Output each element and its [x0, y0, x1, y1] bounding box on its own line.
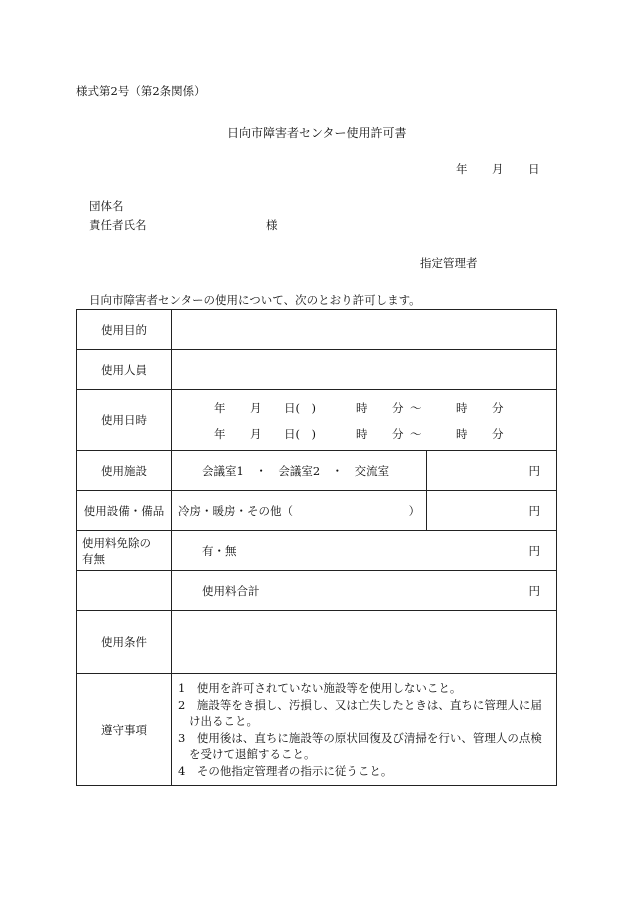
dt2-hour: 時: [356, 427, 368, 441]
rules-list: [172, 674, 557, 786]
dt1-minute2: 分: [492, 401, 504, 415]
equipment-close-paren: ）: [408, 503, 421, 518]
row-purpose: [77, 310, 557, 350]
issuer-label: 指定管理者: [420, 256, 478, 270]
exemption-value: 有・無: [202, 543, 237, 558]
dt1-hour2: 時: [456, 401, 468, 415]
exemption-field[interactable]: [172, 531, 557, 571]
row-datetime: [77, 390, 557, 451]
row-rules: [77, 674, 557, 786]
total-field[interactable]: [172, 571, 557, 611]
date-year: 年: [456, 162, 468, 176]
purpose-field[interactable]: [172, 310, 557, 350]
row-conditions: [77, 611, 557, 674]
date-day: 日: [528, 162, 540, 176]
row-equipment: [77, 491, 557, 531]
datetime-line-2: [172, 420, 556, 446]
group-name-label: 団体名: [89, 199, 124, 213]
attendees-field[interactable]: [172, 350, 557, 390]
total-fee: 円: [528, 583, 540, 598]
total-label: 使用料合計: [202, 583, 260, 598]
facility-fee[interactable]: 円: [427, 451, 557, 491]
dt2-minute2: 分: [492, 427, 504, 441]
dt2-month: 月: [250, 427, 262, 441]
representative-label: 責任者氏名: [89, 218, 147, 232]
permit-table: [76, 309, 557, 786]
total-label-cell: [77, 571, 172, 611]
equipment-options-text: 冷房・暖房・その他（: [178, 503, 293, 518]
rules-label: 遵守事項: [77, 674, 172, 786]
row-attendees: [77, 350, 557, 390]
conditions-field[interactable]: [172, 611, 557, 674]
rule-item-2-cont: け出ること。: [189, 714, 258, 728]
attendees-label: 使用人員: [77, 350, 172, 390]
dt1-day: 日( ): [284, 401, 316, 415]
dt2-hour2: 時: [456, 427, 468, 441]
dt2-day: 日( ): [284, 427, 316, 441]
facility-label: 使用施設: [77, 451, 172, 491]
datetime-field[interactable]: [172, 390, 557, 451]
equipment-options[interactable]: [172, 491, 427, 531]
purpose-label: 使用目的: [77, 310, 172, 350]
dt1-tilde: ～: [410, 401, 422, 415]
row-exemption: [77, 531, 557, 571]
honorific: 様: [266, 218, 278, 232]
dt2-tilde: ～: [410, 427, 422, 441]
intro-text: 日向市障害者センターの使用について、次のとおり許可します。: [89, 293, 421, 307]
facility-options[interactable]: 会議室1 ・ 会議室2 ・ 交流室: [172, 451, 427, 491]
rule-item-1: 1 使用を許可されていない施設等を使用しないこと。: [178, 681, 462, 695]
exemption-label-line2: 有無: [82, 551, 105, 566]
rule-item-4: 4 その他指定管理者の指示に従うこと。: [178, 763, 393, 778]
rule-item-3-cont: を受けて退館すること。: [189, 747, 316, 761]
row-total: [77, 571, 557, 611]
date-month: 月: [492, 162, 504, 176]
rule-item-2: 2 施設等をき損し、汚損し、又は亡失したときは、直ちに管理人に届: [178, 697, 542, 712]
rule-item-3: 3 使用後は、直ちに施設等の原状回復及び清掃を行い、管理人の点検: [178, 730, 542, 745]
row-facility: [77, 451, 557, 491]
exemption-label: [77, 531, 172, 571]
conditions-label: 使用条件: [77, 611, 172, 674]
dt2-minute: 分: [392, 427, 404, 441]
exemption-fee: 円: [528, 543, 540, 558]
dt1-month: 月: [250, 401, 262, 415]
document-title: 日向市障害者センター使用許可書: [227, 126, 407, 140]
dt1-hour: 時: [356, 401, 368, 415]
datetime-line-1: [172, 394, 556, 420]
exemption-label-line1: 使用料免除の: [82, 535, 151, 550]
dt1-minute: 分: [392, 401, 404, 415]
equipment-fee[interactable]: 円: [427, 491, 557, 531]
datetime-label: 使用日時: [77, 390, 172, 451]
dt1-year: 年: [214, 401, 226, 415]
dt2-year: 年: [214, 427, 226, 441]
equipment-label: 使用設備・備品: [77, 491, 172, 531]
form-number: 様式第2号（第2条関係）: [76, 84, 206, 98]
